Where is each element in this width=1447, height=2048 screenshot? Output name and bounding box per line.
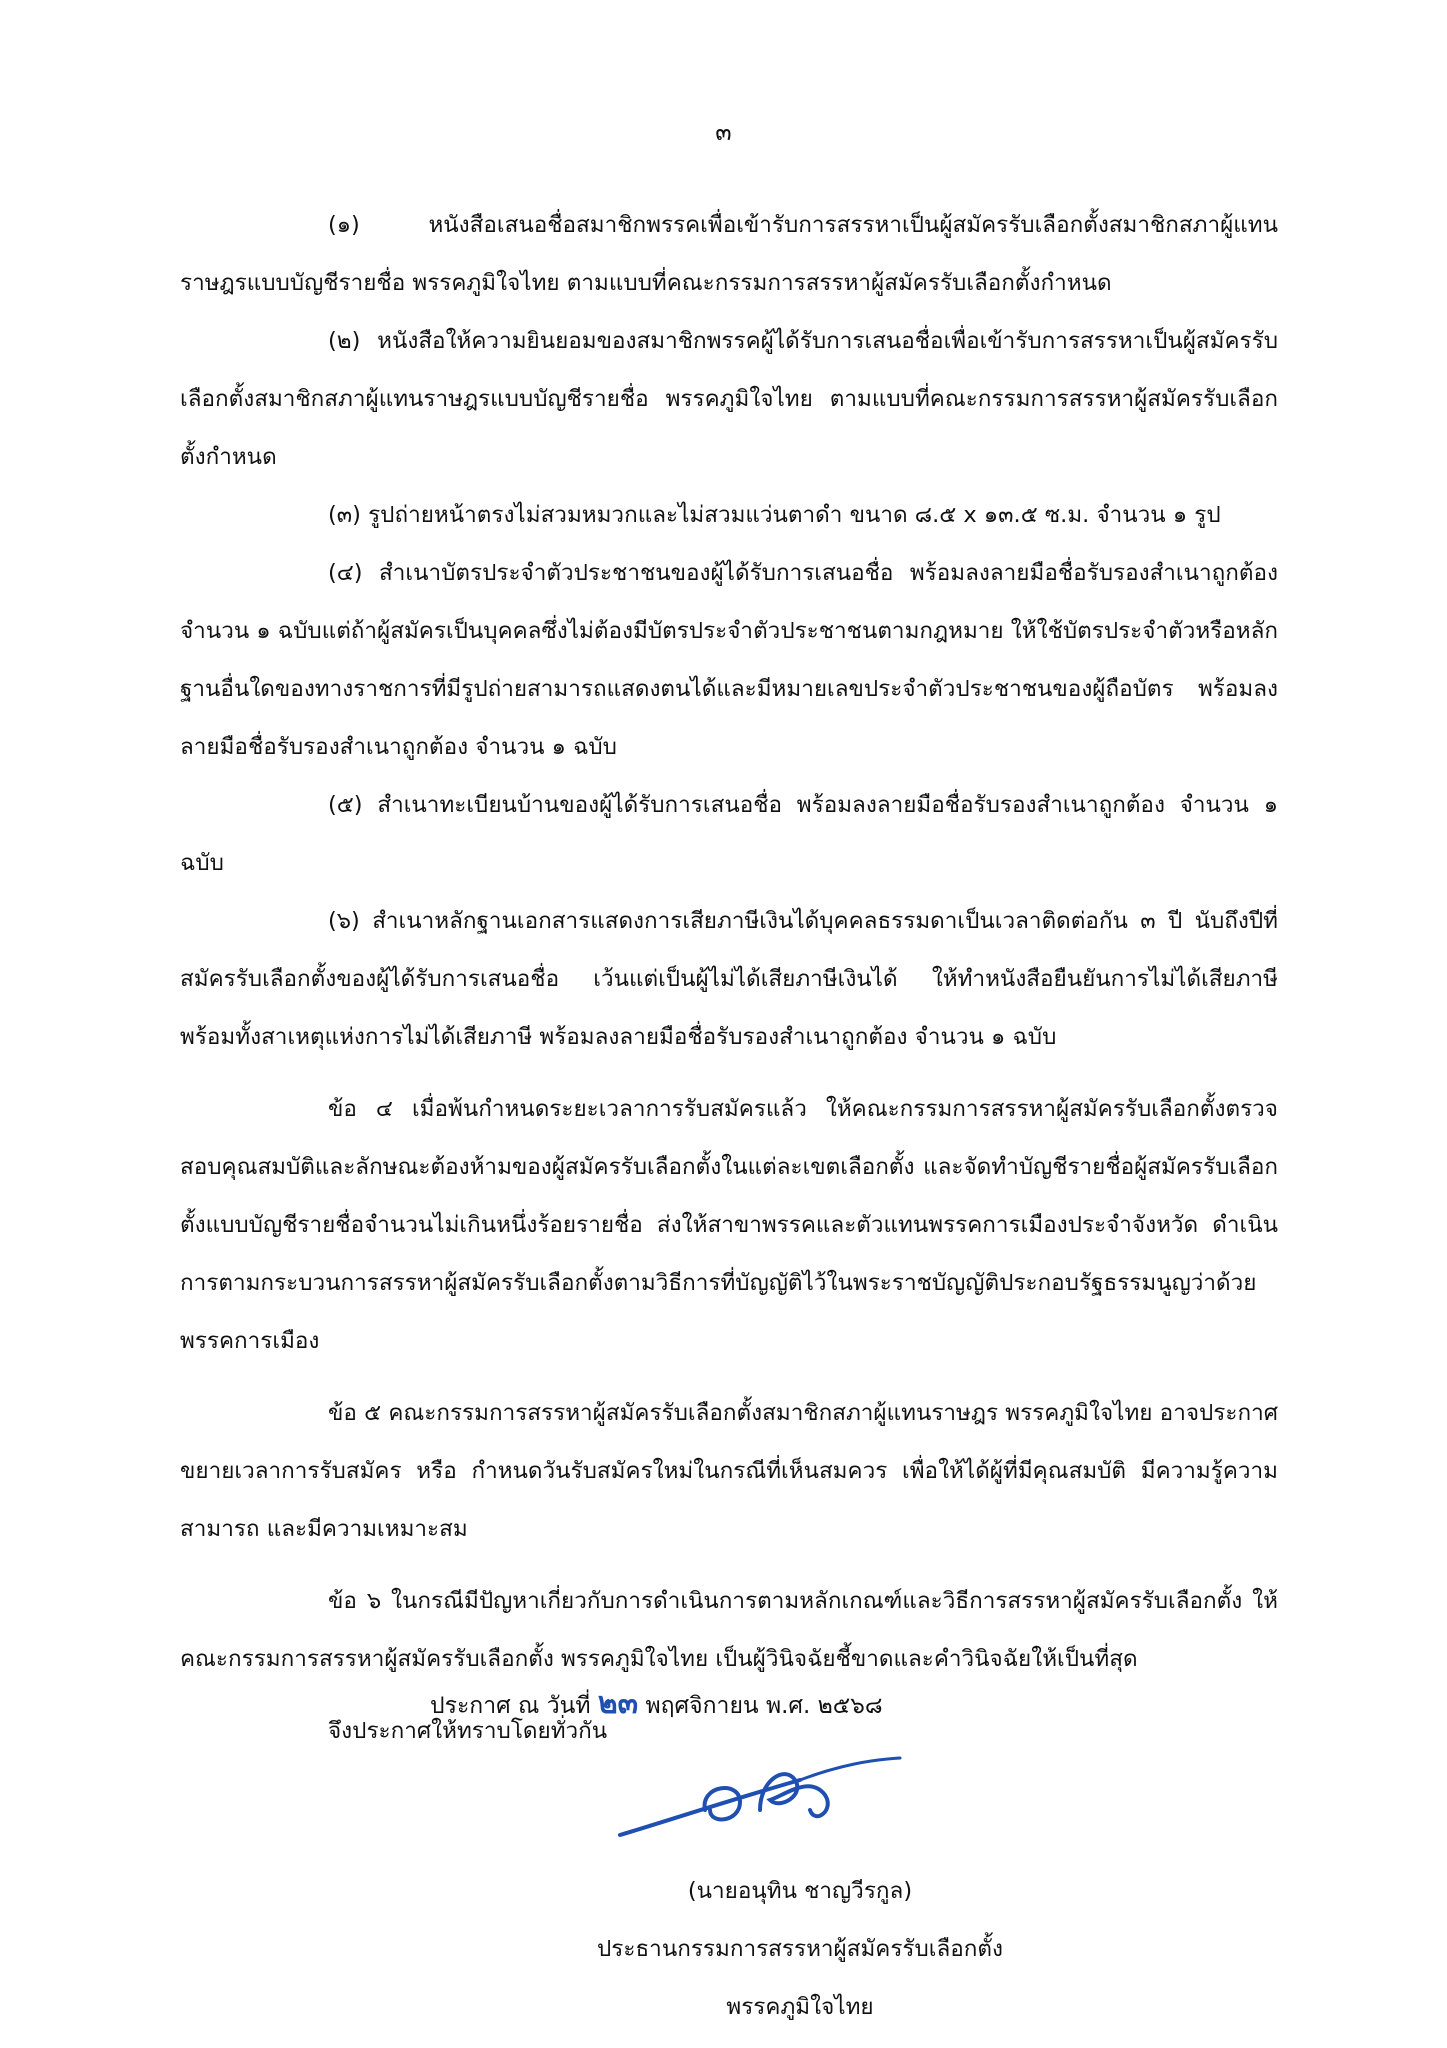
clause-4: ข้อ ๔ เมื่อพ้นกำหนดระยะเวลาการรับสมัครแล้ว ให้คณะกรรมการสรรหาผู้สมัครรับเลือกตั้งตรวจสอบคุณสมบัติและลักษณะต้องห้ามของผู้สมัครรับเลือกตั้งในแต่ละเขตเลือกตั้ง และจัดทำบัญชีรายชื่อผู้สมัครรับเลือกตั้งแบบบัญชีรายชื่อจำนวนไม่เกินหนึ่งร้อยรายชื่อ ส่งให้สาขาพรรคและตัวแทนพรรคการเมืองประจำจังหวัด ดำเนินการตามกระบวนการสรรหาผู้สมัครรับเลือกตั้งตามวิธีการที่บัญญัติไว้ในพระราชบัญญัติประกอบรัฐธรรมนูญว่าด้วยพรรคการเมือง <box>180 1096 1278 1354</box>
announcement-month-year: พฤศจิกายน พ.ศ. ๒๕๖๘ <box>645 1693 883 1719</box>
signer-name: (นายอนุทิน ชาญวีรกูล) <box>687 1878 913 1904</box>
page-number: ๓ <box>715 118 732 146</box>
required-document-item-2: (๒) หนังสือให้ความยินยอมของสมาชิกพรรคผู้ได้รับการเสนอชื่อเพื่อเข้ารับการสรรหาเป็นผู้สมัครรับเลือกตั้งสมาชิกสภาผู้แทนราษฎรแบบบัญชีรายชื่อ พรรคภูมิใจไทย ตามแบบที่คณะกรรมการสรรหาผู้สมัครรับเลือกตั้งกำหนด <box>180 328 1278 470</box>
required-document-item-3: (๓) รูปถ่ายหน้าตรงไม่สวมหมวกและไม่สวมแว่นตาดำ ขนาด ๘.๕ x ๑๓.๕ ซ.ม. จำนวน ๑ รูป <box>328 502 1221 528</box>
clause-6: ข้อ ๖ ในกรณีมีปัญหาเกี่ยวกับการดำเนินการตามหลักเกณฑ์และวิธีการสรรหาผู้สมัครรับเลือกตั้ง ให้คณะกรรมการสรรหาผู้สมัครรับเลือกตั้ง พรรคภูมิใจไทย เป็นผู้วินิจฉัยชี้ขาดและคำวินิจฉัยให้เป็นที่สุด <box>180 1588 1278 1672</box>
signer-party: พรรคภูมิใจไทย <box>726 1994 874 2020</box>
closing-statement: จึงประกาศให้ทราบโดยทั่วกัน <box>328 1718 608 1744</box>
document-body <box>180 196 1278 1760</box>
announcement-date <box>430 1680 1130 1727</box>
announcement-day: ๒๓ <box>597 1686 639 1721</box>
signer-title: ประธานกรรมการสรรหาผู้สมัครรับเลือกตั้ง <box>597 1936 1003 1962</box>
required-document-item-4: (๔) สำเนาบัตรประจำตัวประชาชนของผู้ได้รับการเสนอชื่อ พร้อมลงลายมือชื่อรับรองสำเนาถูกต้อง จำนวน ๑ ฉบับแต่ถ้าผู้สมัครเป็นบุคคลซึ่งไม่ต้องมีบัตรประจำตัวประชาชนตามกฎหมาย ให้ใช้บัตรประจำตัวหรือหลักฐานอื่นใดของทางราชการที่มีรูปถ่ายสามารถแสดงตนได้และมีหมายเลขประจำตัวประชาชนของผู้ถือบัตร พร้อมลงลายมือชื่อรับรองสำเนาถูกต้อง จำนวน ๑ ฉบับ <box>180 560 1279 760</box>
announcement-prefix: ประกาศ ณ วันที่ <box>430 1693 591 1719</box>
required-document-item-1: (๑) หนังสือเสนอชื่อสมาชิกพรรคเพื่อเข้ารับการสรรหาเป็นผู้สมัครรับเลือกตั้งสมาชิกสภาผู้แทนราษฎรแบบบัญชีรายชื่อ พรรคภูมิใจไทย ตามแบบที่คณะกรรมการสรรหาผู้สมัครรับเลือกตั้งกำหนด <box>180 212 1278 296</box>
signature-mark <box>610 1740 910 1850</box>
signer-block <box>520 1862 1080 2036</box>
clause-5: ข้อ ๕ คณะกรรมการสรรหาผู้สมัครรับเลือกตั้งสมาชิกสภาผู้แทนราษฎร พรรคภูมิใจไทย อาจประกาศขยายเวลาการรับสมัคร หรือ กำหนดวันรับสมัครใหม่ในกรณีที่เห็นสมควร เพื่อให้ได้ผู้ที่มีคุณสมบัติ มีความรู้ความสามารถ และมีความเหมาะสม <box>180 1400 1278 1542</box>
required-document-item-5: (๕) สำเนาทะเบียนบ้านของผู้ได้รับการเสนอชื่อ พร้อมลงลายมือชื่อรับรองสำเนาถูกต้อง จำนวน ๑ ฉบับ <box>180 792 1278 876</box>
required-document-item-6: (๖) สำเนาหลักฐานเอกสารแสดงการเสียภาษีเงินได้บุคคลธรรมดาเป็นเวลาติดต่อกัน ๓ ปี นับถึงปีที่สมัครรับเลือกตั้งของผู้ได้รับการเสนอชื่อ เว้นแต่เป็นผู้ไม่ได้เสียภาษีเงินได้ ให้ทำหนังสือยืนยันการไม่ได้เสียภาษีพร้อมทั้งสาเหตุแห่งการไม่ได้เสียภาษี พร้อมลงลายมือชื่อรับรองสำเนาถูกต้อง จำนวน ๑ ฉบับ <box>180 908 1278 1050</box>
